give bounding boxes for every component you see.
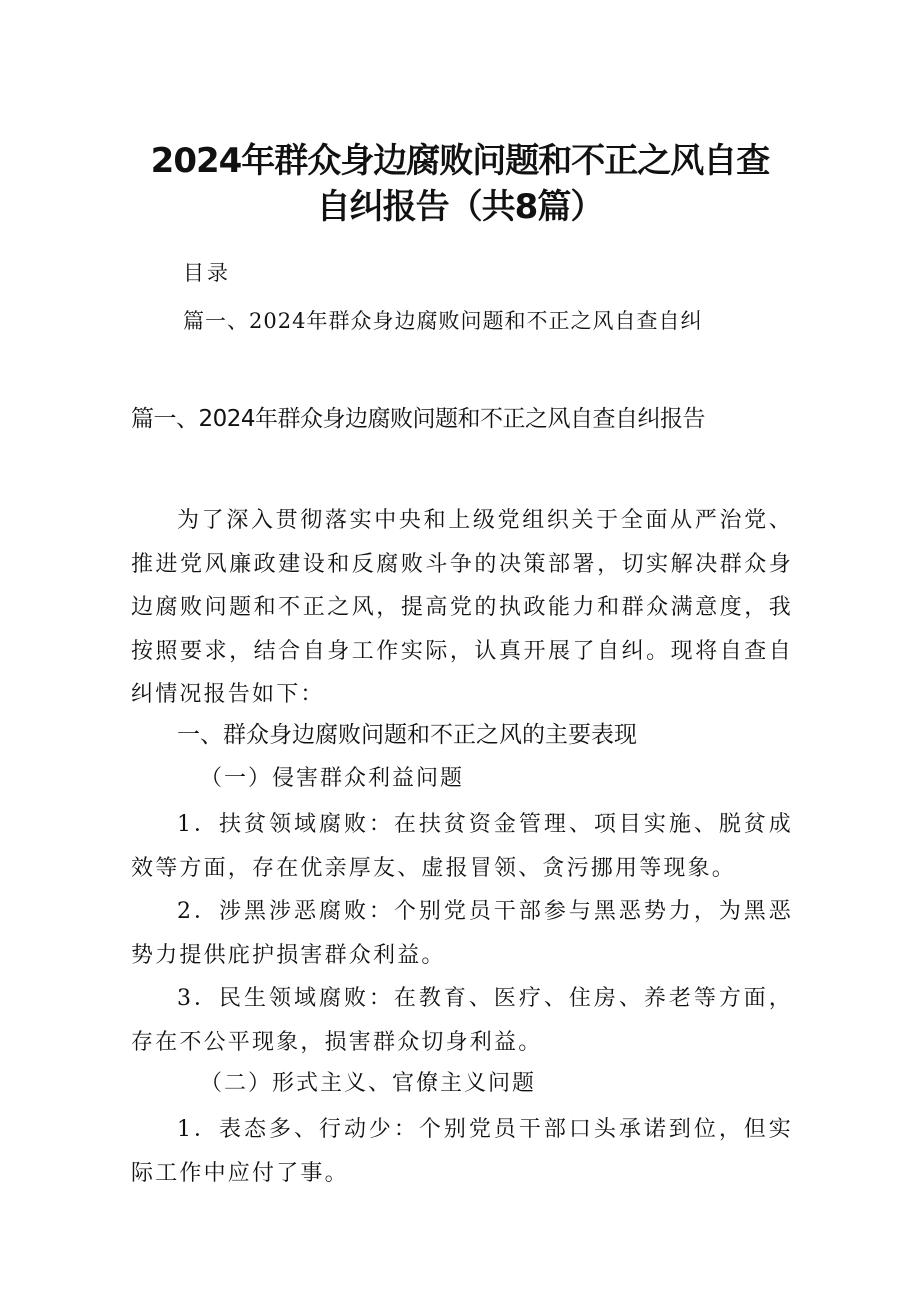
list-item: 3．民生领域腐败：在教育、医疗、住房、养老等方面，存在不公平现象，损害群众切身利益。	[131, 986, 793, 1055]
list-item: 2．涉黑涉恶腐败：个别党员干部参与黑恶势力，为黑恶势力提供庇护损害群众利益。	[131, 899, 793, 968]
section-heading: 篇一、2024年群众身边腐败问题和不正之风自查自纠报告	[131, 406, 706, 432]
category-heading-1: （一）侵害群众利益问题	[200, 766, 465, 791]
list-item: 1．表态多、行动少：个别党员干部口头承诺到位，但实际工作中应付了事。	[131, 1117, 793, 1186]
list-item: 1．扶贫领域腐败：在扶贫资金管理、项目实施、脱贫成效等方面，存在优亲厚友、虚报冒领、贪污挪用等现象。	[131, 812, 793, 881]
category-heading-2: （二）形式主义、官僚主义问题	[200, 1071, 537, 1096]
document-title-line-2: 自纠报告（共8篇）	[316, 187, 604, 227]
toc-item-1[interactable]: 篇一、2024年群众身边腐败问题和不正之风自查自纠	[183, 309, 703, 333]
intro-paragraph: 为了深入贯彻落实中央和上级党组织关于全面从严治党、推进党风廉政建设和反腐败斗争的决策部署，切实解决群众身边腐败问题和不正之风，提高党的执政能力和群众满意度，我按照要求，结合自身工作实际，认真开展了自纠。现将自查自纠情况报告如下：	[131, 508, 793, 707]
part-heading: 一、群众身边腐败问题和不正之风的主要表现	[177, 722, 637, 748]
document-title-line-1: 2024年群众身边腐败问题和不正之风自查	[150, 141, 770, 181]
toc-label: 目录	[183, 261, 231, 285]
